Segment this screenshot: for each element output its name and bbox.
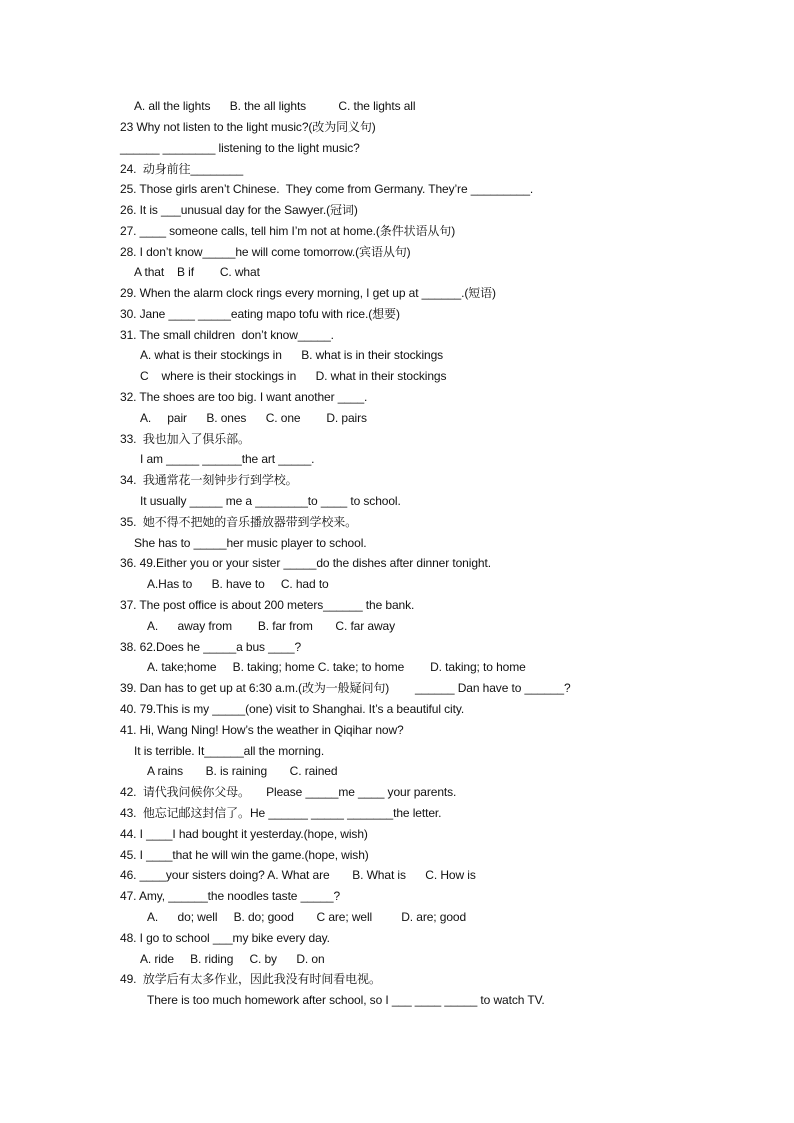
q37-question: 37. The post office is about 200 meters______ the bank. [120,598,415,612]
q37-options: A. away from B. far from C. far away [147,619,395,633]
q31-options-cd: C where is their stockings in D. what in their stockings [140,369,447,383]
q38-question: 38. 62.Does he _____a bus ____? [120,640,302,654]
q35-question: 35. 她不得不把她的音乐播放器带到学校来。 [120,515,358,529]
q22-options: A. all the lights B. the all lights C. the lights all [134,99,416,113]
q26-question: 26. It is ___unusual day for the Sawyer.(冠词) [120,203,358,217]
q28-options: A that B if C. what [134,265,260,279]
q41-question: 41. Hi, Wang Ning! How’s the weather in Qiqihar now? [120,723,404,737]
q34-question: 34. 我通常花一刻钟步行到学校。 [120,473,298,487]
q31-question: 31. The small children don’t know_____. [120,328,334,342]
q23-answer-line: ______ ________ listening to the light music? [120,141,360,155]
q40-question: 40. 79.This is my _____(one) visit to Shanghai. It’s a beautiful city. [120,702,465,716]
q39-question: 39. Dan has to get up at 6:30 a.m.(改为一般疑问句) ______ Dan have to ______? [120,681,571,695]
q49-question: 49. 放学后有太多作业，因此我没有时间看电视。 [120,972,381,986]
q49-answer-line: There is too much homework after school, so I ___ ____ _____ to watch TV. [147,993,545,1007]
q48-options: A. ride B. riding C. by D. on [140,952,325,966]
q35-answer-line: She has to _____her music player to school. [134,536,367,550]
q45-question: 45. I ____that he will win the game.(hope, wish) [120,848,369,862]
q41-answer-line: It is terrible. It______all the morning. [134,744,325,758]
q46-question: 46. ____your sisters doing? A. What are B. What is C. How is [120,868,476,882]
q33-answer-line: I am _____ ______the art _____. [140,452,315,466]
q32-options: A. pair B. ones C. one D. pairs [140,411,367,425]
q36-options: A.Has to B. have to C. had to [147,577,329,591]
q28-question: 28. I don’t know_____he will come tomorrow.(宾语从句) [120,245,411,259]
q47-question: 47. Amy, ______the noodles taste _____? [120,889,341,903]
q25-question: 25. Those girls aren’t Chinese. They come from Germany. They’re _________. [120,182,534,196]
q43-question: 43. 他忘记邮这封信了。He ______ _____ _______the letter. [120,806,442,820]
q44-question: 44. I ____I had bought it yesterday.(hope, wish) [120,827,368,841]
q31-options-ab: A. what is their stockings in B. what is in their stockings [140,348,444,362]
q48-question: 48. I go to school ___my bike every day. [120,931,330,945]
q34-answer-line: It usually _____ me a ________to ____ to school. [140,494,401,508]
q32-question: 32. The shoes are too big. I want another ____. [120,390,368,404]
q47-options: A. do; well B. do; good C are; well D. are; good [147,910,467,924]
q30-question: 30. Jane ____ _____eating mapo tofu with rice.(想要) [120,307,400,321]
q41-options: A rains B. is raining C. rained [147,764,338,778]
q38-options: A. take;home B. taking; home C. take; to home D. taking; to home [147,660,526,674]
q33-question: 33. 我也加入了俱乐部。 [120,432,250,446]
q23-question: 23 Why not listen to the light music?(改为同义句) [120,120,376,134]
q29-question: 29. When the alarm clock rings every morning, I get up at ______.(短语) [120,286,496,300]
q36-question: 36. 49.Either you or your sister _____do the dishes after dinner tonight. [120,556,491,570]
q42-question: 42. 请代我问候你父母。 Please _____me ____ your parents. [120,785,457,799]
q24-question: 24. 动身前往________ [120,162,244,176]
q27-question: 27. ____ someone calls, tell him I’m not at home.(条件状语从句) [120,224,456,238]
